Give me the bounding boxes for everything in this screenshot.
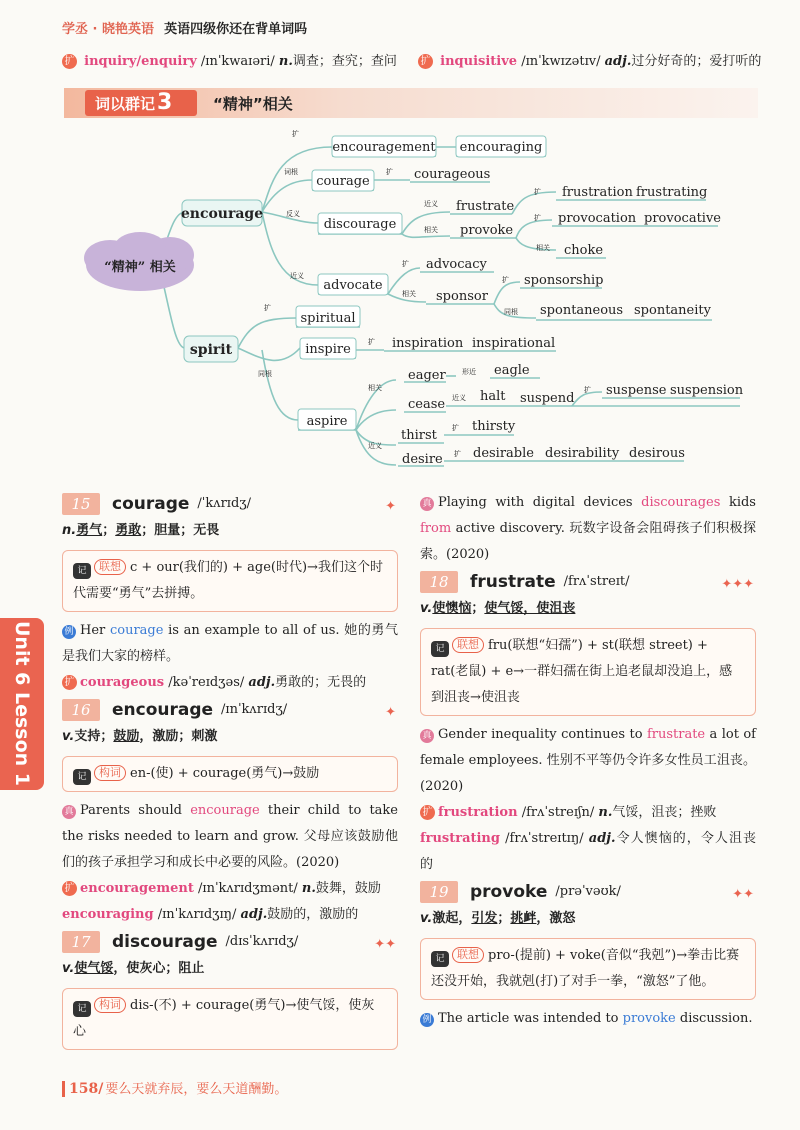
memo-tag: 构词 [94, 765, 126, 781]
group-label: 词以群记 [95, 95, 156, 113]
pos: n. [301, 881, 316, 896]
tag-same: 同根 [504, 308, 518, 316]
frequency-flame-icon: ✦✦ [374, 937, 396, 952]
phonetic: /ɪnˈkʌrɪdʒmənt/ [198, 881, 298, 896]
node-desirability: desirability [545, 446, 620, 461]
frequency-flame-icon: ✦✦ [732, 887, 754, 902]
entry-discourage-head [62, 928, 398, 956]
group-title: “精神”相关 [213, 95, 293, 113]
extension [420, 800, 756, 826]
entry-encourage-head [62, 696, 398, 724]
headword: frustrate [470, 572, 556, 592]
word-inquisitive: inquisitive [440, 54, 518, 69]
meaning: 鼓励的，激励的 [267, 907, 359, 922]
unit-lesson-tab [0, 618, 44, 790]
node-frustrate: frustrate [456, 199, 515, 214]
tag-ext: 扩 [502, 276, 509, 284]
meaning: 过分好奇的；爱打听的 [631, 54, 762, 69]
extension [62, 902, 398, 928]
node-aspire: aspire [306, 414, 348, 429]
node-courageous: courageous [414, 167, 491, 182]
node-spontaneous: spontaneous [540, 303, 624, 318]
node-desirous: desirous [629, 446, 685, 461]
node-provocation: provocation [558, 211, 637, 226]
tag-ext: 扩 [534, 188, 541, 196]
phonetic: /ɪnˈkwaɪəri/ [200, 54, 275, 69]
entry-provoke-head [420, 878, 756, 906]
pos: v. [420, 601, 433, 616]
tag-ext: 扩 [292, 130, 299, 138]
meaning-pre: 支持； [74, 729, 114, 744]
entry-number: 19 [420, 881, 458, 903]
memo-icon: 记 [73, 563, 91, 579]
node-inspiration: inspiration [392, 336, 464, 351]
lesson-label: Lesson 1 [11, 692, 33, 787]
meaning-rest: ，激怒 [536, 911, 576, 926]
tag-root: 词根 [284, 168, 298, 176]
example-text: The article was intended to [438, 1011, 623, 1026]
meaning-sep: ； [471, 601, 485, 616]
example-text: Gender inequality continues to [438, 727, 647, 742]
entry-discourage-meaning [62, 956, 398, 982]
tag-syn: 近义 [290, 272, 304, 280]
meaning-key: 鼓励 [113, 729, 140, 744]
exam-icon: 真 [420, 729, 434, 743]
memo-text: dis-(不) + courage(勇气)→使气馁，使灰心 [73, 998, 375, 1039]
entry-encourage-meaning [62, 724, 398, 750]
example-text: active discovery. 玩数字设备会阻碍孩子们积极探索。(2020) [420, 521, 756, 562]
example-keyword: from [420, 521, 452, 536]
meaning: 调查；查究；查问 [292, 54, 397, 69]
root-node [84, 232, 194, 291]
memo-box [420, 938, 756, 1000]
phonetic: /ɪnˈkʌrɪdʒɪŋ/ [157, 907, 237, 922]
frequency-flame-icon: ✦ [385, 705, 396, 720]
node-suspense: suspense [606, 383, 667, 398]
entry-number: 15 [62, 493, 100, 515]
extension [420, 826, 756, 878]
memo-icon: 记 [73, 1001, 91, 1017]
tag-rel: 相关 [536, 244, 550, 252]
tag-rel: 相关 [424, 226, 438, 234]
tag-ext: 扩 [584, 386, 591, 394]
node-encouragement: encouragement [332, 140, 436, 155]
phonetic: /frʌˈstreɪtɪŋ/ [505, 831, 584, 846]
ext-word: encouragement [80, 881, 194, 896]
example-keyword: provoke [622, 1011, 676, 1026]
example-text: Her [80, 623, 110, 638]
memo-box [62, 756, 398, 792]
memo-box [420, 628, 756, 716]
meaning-key: 引发 [471, 911, 498, 926]
example-text: discussion. [675, 1011, 753, 1026]
tag-rel: 相关 [402, 290, 416, 298]
meaning-key: 勇气 [76, 523, 103, 538]
tag-ext: 扩 [386, 168, 393, 176]
example-text: Playing with digital devices [438, 495, 642, 510]
pos: adj. [588, 831, 616, 846]
example-keyword: courage [109, 623, 164, 638]
phonetic: /frʌˈstreɪʃn/ [521, 805, 595, 820]
meaning-key: 使懊恼 [432, 601, 472, 616]
memo-icon: 记 [73, 769, 91, 785]
ext-word: frustrating [420, 831, 500, 846]
tag-form: 形近 [462, 368, 476, 376]
right-column [420, 490, 756, 1032]
tag-ext: 扩 [264, 304, 271, 312]
node-provoke: provoke [460, 223, 514, 238]
node-suspension: suspension [670, 383, 744, 398]
example-icon: 例 [62, 625, 76, 639]
example [62, 798, 398, 876]
example-text: kids [720, 495, 756, 510]
tag-same: 同根 [258, 370, 272, 378]
tag-ext: 扩 [368, 338, 375, 346]
example-text: their child to take the risks needed to learn and grow. 父母应该鼓励他们的孩子承担学习和成长中必要的风险。(2020) [62, 803, 399, 870]
headword: encourage [112, 700, 214, 720]
pos: n. [278, 54, 293, 69]
extension [62, 670, 398, 696]
tag-ext: 扩 [452, 424, 459, 432]
pos: n. [598, 805, 613, 820]
pos: adj. [604, 54, 632, 69]
phonetic: /frʌˈstreɪt/ [563, 574, 630, 589]
example-keyword: discourages [641, 495, 721, 510]
entry-provoke-meaning [420, 906, 756, 932]
node-eagle: eagle [494, 363, 530, 378]
meaning-key: 使气馁 [74, 961, 114, 976]
node-halt: halt [480, 389, 506, 404]
word-inquiry: inquiry/enquiry [84, 54, 197, 69]
node-choke: choke [564, 243, 604, 258]
memo-tag: 构词 [94, 997, 126, 1013]
node-suspend: suspend [520, 391, 575, 406]
entry-courage-head [62, 490, 398, 518]
memo-text: c + our(我们的) + age(时代)→我们这个时代需要“勇气”去拼搏。 [73, 560, 383, 601]
phonetic: /kəˈreɪdʒəs/ [168, 675, 245, 690]
meaning-pre: 激起， [432, 911, 472, 926]
example [62, 618, 398, 670]
book-title: 英语四级你还在背单词吗 [164, 22, 308, 37]
left-column [62, 490, 398, 1056]
pos: v. [62, 961, 75, 976]
meaning-key: 使气馁，使沮丧 [484, 601, 576, 616]
node-spontaneity: spontaneity [634, 303, 711, 318]
node-frustration: frustration [562, 185, 633, 200]
node-desire: desire [402, 452, 443, 467]
phonetic: /ˈkʌrɪdʒ/ [197, 496, 252, 511]
node-spiritual: spiritual [300, 311, 356, 326]
top-entry-inquiry [62, 50, 397, 69]
root-label: “精神” 相关 [104, 260, 176, 275]
example [420, 722, 756, 800]
memo-box [62, 988, 398, 1050]
node-thirst: thirst [401, 428, 437, 443]
node-provocative: provocative [644, 211, 721, 226]
meaning: 鼓舞，鼓励 [315, 881, 381, 896]
node-eager: eager [408, 368, 446, 383]
entry-frustrate-meaning [420, 596, 756, 622]
example-keyword: encourage [190, 803, 260, 818]
extend-icon: 扩 [420, 805, 435, 820]
phonetic: /prəˈvəʊk/ [555, 884, 621, 899]
frequency-flame-icon: ✦ [385, 499, 396, 514]
headword: provoke [470, 882, 548, 902]
memo-text: pro-(提前) + voke(音似“我剋”)→拳击比赛还没开始，我就剋(打)了对手一拳，“激怒”了他。 [431, 948, 740, 989]
meaning-key: 挑衅 [510, 911, 537, 926]
example [420, 1006, 756, 1032]
page-header [62, 18, 307, 37]
memo-icon: 记 [431, 641, 449, 657]
memo-box [62, 550, 398, 612]
pos: v. [420, 911, 433, 926]
page-footer [62, 1078, 287, 1097]
extend-icon: 扩 [62, 54, 77, 69]
node-inspirational: inspirational [472, 336, 556, 351]
meaning: 令人懊恼的，令人沮丧的 [420, 831, 756, 872]
top-entry-inquisitive [418, 50, 761, 69]
frequency-flame-icon: ✦✦✦ [721, 577, 754, 592]
meaning-rest: ，激励；刺激 [139, 729, 218, 744]
unit-label: Unit 6 [11, 621, 33, 686]
memo-tag: 联想 [452, 637, 484, 653]
phonetic: /dɪsˈkʌrɪdʒ/ [225, 934, 299, 949]
pos: n. [62, 523, 77, 538]
node-frustrating: frustrating [636, 185, 708, 200]
ext-word: courageous [80, 675, 165, 690]
tag-ext: 扩 [454, 450, 461, 458]
mind-map [0, 120, 800, 480]
ext-word: frustration [438, 805, 518, 820]
pos: adj. [248, 675, 276, 690]
meaning-sep: ； [102, 523, 116, 538]
tag-rel: 相关 [368, 384, 382, 392]
meaning-rest: ；胆量；无畏 [141, 523, 220, 538]
example-text: is an example to all of us. 她的勇气是我们大家的榜样。 [62, 623, 398, 664]
node-encouraging: encouraging [459, 140, 543, 155]
meaning-sep: ； [497, 911, 511, 926]
entry-number: 18 [420, 571, 458, 593]
group-tag [85, 90, 197, 116]
headword: courage [112, 494, 190, 514]
tag-syn: 近义 [424, 200, 438, 208]
entry-number: 16 [62, 699, 100, 721]
meaning-rest: ，使灰心；阻止 [113, 961, 205, 976]
extend-icon: 扩 [418, 54, 433, 69]
node-desirable: desirable [473, 446, 534, 461]
example-text: Parents should [80, 803, 191, 818]
memo-icon: 记 [431, 951, 449, 967]
entry-courage-meaning [62, 518, 398, 544]
tag-syn: 近义 [368, 442, 382, 450]
memo-tag: 联想 [94, 559, 126, 575]
meaning-key: 勇敢 [115, 523, 142, 538]
example-keyword: frustrate [646, 727, 706, 742]
extend-icon: 扩 [62, 675, 77, 690]
pos: adj. [240, 907, 268, 922]
memo-tag: 联想 [452, 947, 484, 963]
node-cease: cease [408, 397, 446, 412]
meaning: 勇敢的；无畏的 [275, 675, 367, 690]
entry-number: 17 [62, 931, 100, 953]
node-advocacy: advocacy [426, 257, 487, 272]
example-text: a lot of female employees. 性别不平等仍令许多女性员工沮丧。(2020) [420, 727, 756, 794]
node-sponsorship: sponsorship [524, 273, 604, 288]
series-name: 学丞 · 晓艳英语 [62, 22, 154, 37]
node-advocate: advocate [323, 278, 383, 293]
tag-ext: 扩 [402, 260, 409, 268]
extend-icon: 扩 [62, 881, 77, 896]
node-discourage: discourage [323, 217, 397, 232]
ext-word: encouraging [62, 907, 154, 922]
pos: v. [62, 729, 75, 744]
tag-syn: 近义 [452, 394, 466, 402]
node-thirsty: thirsty [472, 419, 516, 434]
entry-frustrate-head [420, 568, 756, 596]
extension [62, 876, 398, 902]
phonetic: /ɪnˈkwɪzətɪv/ [521, 54, 601, 69]
node-spirit: spirit [189, 342, 233, 358]
exam-icon: 真 [420, 497, 434, 511]
node-courage: courage [316, 174, 370, 189]
memo-text: fru(联想“妇孺”) + st(联想 street) + rat(老鼠) + e→一群妇孺在街上追老鼠却没追上，感到沮丧→使沮丧 [431, 638, 733, 705]
group-number: 3 [157, 90, 173, 115]
exam-icon: 真 [62, 805, 76, 819]
tag-ant: 反义 [286, 210, 300, 218]
node-inspire: inspire [305, 342, 351, 357]
node-sponsor: sponsor [436, 289, 488, 304]
meaning: 气馁，沮丧；挫败 [612, 805, 717, 820]
phonetic: /ɪnˈkʌrɪdʒ/ [221, 702, 288, 717]
memo-text: en-(使) + courage(勇气)→鼓励 [130, 766, 320, 781]
node-encourage: encourage [180, 206, 264, 222]
example-icon: 例 [420, 1013, 434, 1027]
page-number: 158/ [62, 1081, 103, 1097]
tag-ext: 扩 [534, 214, 541, 222]
headword: discourage [112, 932, 218, 952]
footer-motto: 要么天就弃辰，要么天道酬勤。 [105, 1082, 288, 1097]
example [420, 490, 756, 568]
